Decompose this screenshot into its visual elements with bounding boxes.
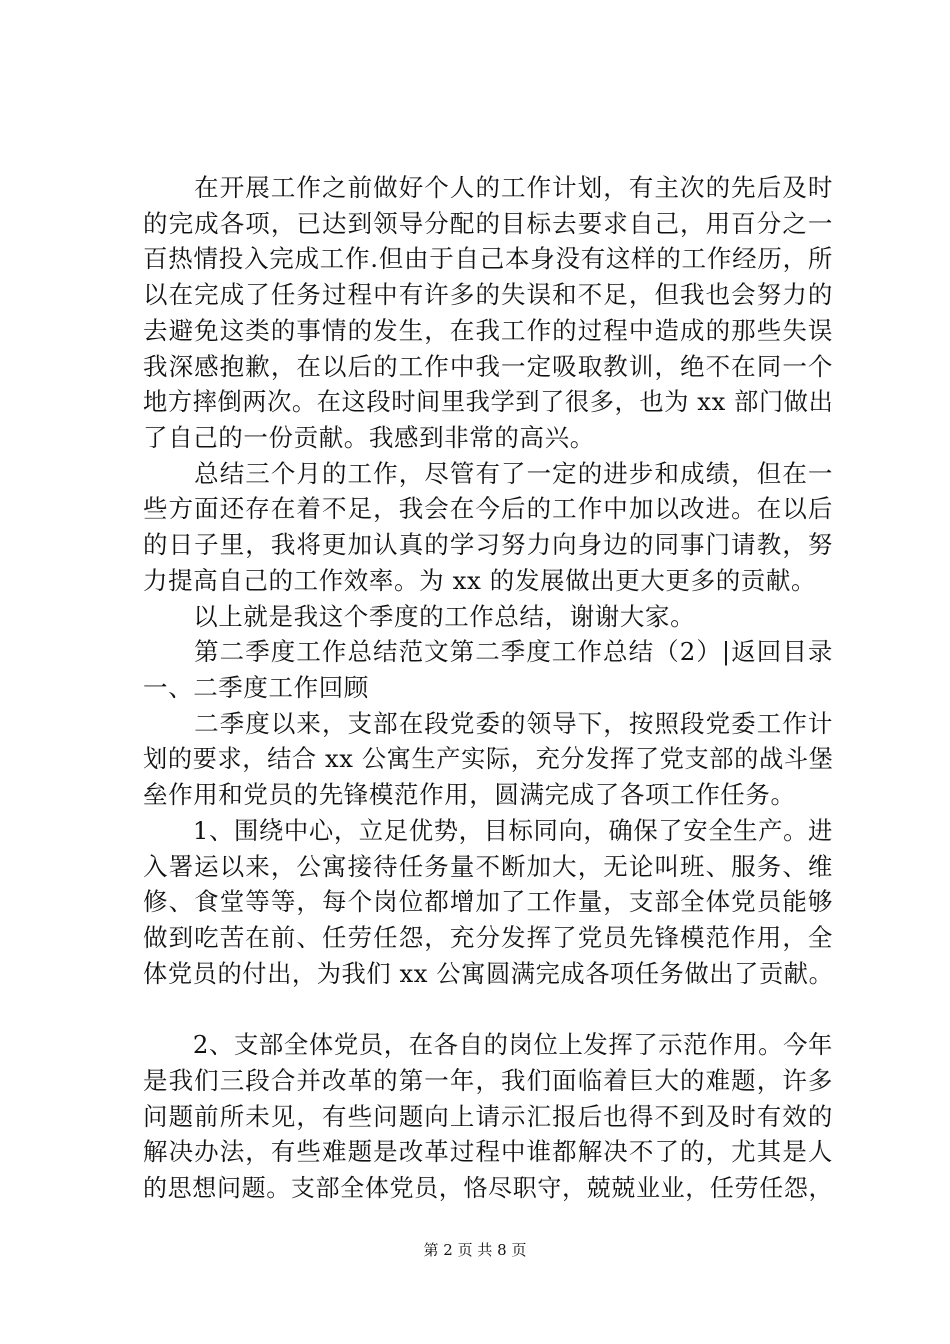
text-line: 解决办法，有些难题是改革过程中谁都解决不了的，尤其是人: [143, 1137, 833, 1166]
section-heading: 一、二季度工作回顾: [143, 673, 369, 702]
text-line: 入署运以来，公寓接待任务量不断加大，无论叫班、服务、维: [143, 852, 833, 881]
blank-line: [143, 991, 833, 1027]
text-line: 2、支部全体党员，在各自的岗位上发挥了示范作用。今年: [143, 1030, 834, 1059]
text-line: 些方面还存在着不足，我会在今后的工作中加以改进。在以后: [143, 494, 833, 523]
text-line: 了自己的一份贡献。我感到非常的高兴。: [143, 423, 595, 452]
text-line: 力提高自己的工作效率。为 xx 的发展做出更大更多的贡献。: [143, 566, 817, 595]
text-line: 划的要求，结合 xx 公寓生产实际，充分发挥了党支部的战斗堡: [143, 745, 834, 773]
text-line: 问题前所未见，有些问题向上请示汇报后也得不到及时有效的: [143, 1102, 833, 1131]
text-line: 去避免这类的事情的发生，在我工作的过程中造成的那些失误: [143, 316, 833, 345]
text-line: 的完成各项，已达到领导分配的目标去要求自己，用百分之一: [143, 209, 833, 238]
text-line: 的思想问题。支部全体党员，恪尽职守，兢兢业业，任劳任怨，: [143, 1174, 834, 1202]
text-line: 第二季度工作总结范文第二季度工作总结（2）|返回目录: [143, 637, 833, 666]
text-line: 在开展工作之前做好个人的工作计划，有主次的先后及时: [143, 173, 833, 202]
text-line: 垒作用和党员的先锋模范作用，圆满完成了各项工作任务。: [143, 780, 796, 809]
text-line: 以上就是我这个季度的工作总结，谢谢大家。: [143, 602, 696, 631]
text-line: 我深感抱歉，在以后的工作中我一定吸取教训，绝不在同一个: [143, 352, 833, 381]
text-line: 百热情投入完成工作.但由于自己本身没有这样的工作经历，所: [143, 244, 833, 273]
text-line: 是我们三段合并改革的第一年，我们面临着巨大的难题，许多: [143, 1066, 833, 1095]
text-line: 体党员的付出，为我们 xx 公寓圆满完成各项任务做出了贡献。: [143, 960, 834, 988]
text-line: 以在完成了任务过程中有许多的失误和不足，但我也会努力的: [143, 280, 833, 309]
text-line: 的日子里，我将更加认真的学习努力向身边的同事门请教，努: [143, 530, 833, 559]
text-line: 做到吃苦在前、任劳任怨，充分发挥了党员先锋模范作用，全: [143, 923, 833, 952]
text-line: 地方摔倒两次。在这段时间里我学到了很多，也为 xx 部门做出: [143, 388, 834, 416]
text-line: 1、围绕中心，立足优势，目标同向，确保了安全生产。进: [143, 816, 834, 845]
text-line: 二季度以来，支部在段党委的领导下，按照段党委工作计: [143, 709, 833, 738]
page-number-footer: 第 2 页 共 8 页: [423, 1241, 527, 1259]
text-line: 总结三个月的工作，尽管有了一定的进步和成绩，但在一: [143, 459, 833, 488]
text-line: 修、食堂等等，每个岗位都增加了工作量，支部全体党员能够: [143, 887, 833, 916]
